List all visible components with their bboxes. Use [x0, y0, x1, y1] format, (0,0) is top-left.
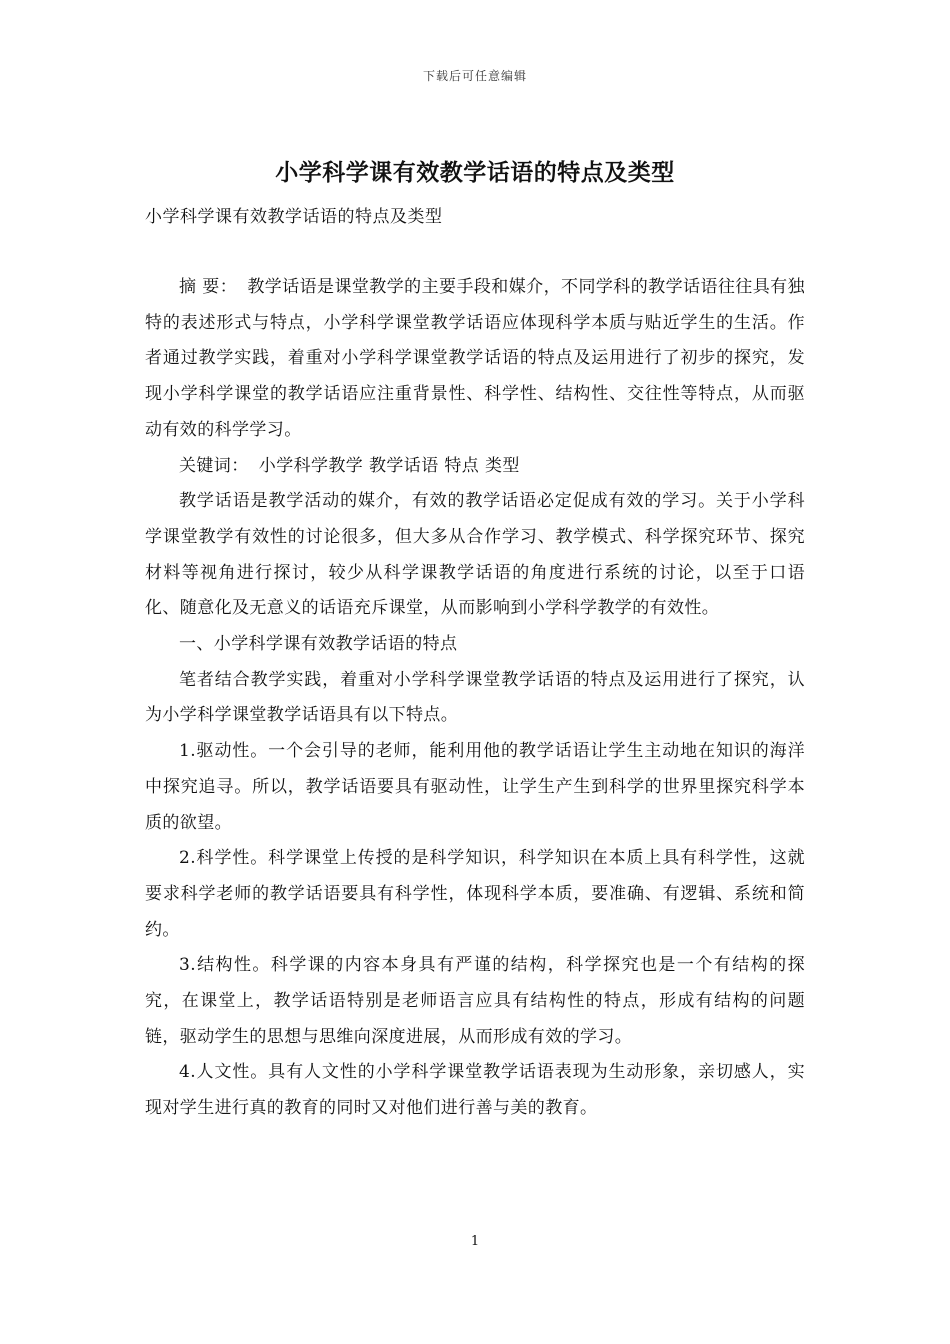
abstract-label: 摘 要：	[179, 277, 238, 297]
document-title: 小学科学课有效教学话语的特点及类型	[275, 159, 675, 186]
feature-item-2: 2.科学性。科学课堂上传授的是科学知识，科学知识在本质上具有科学性，这就要求科学老师的教学话语要具有科学性，体现科学本质，要准确、有逻辑、系统和简约。	[145, 848, 805, 940]
document-body	[145, 270, 805, 1127]
feature-item-3: 3.结构性。科学课的内容本身具有严谨的结构，科学探究也是一个有结构的探究，在课堂上，教学话语特别是老师语言应具有结构性的特点，形成有结构的问题链，驱动学生的思想与思维向深度进展，从而形成有效的学习。	[145, 955, 805, 1047]
page-number: 1	[470, 1234, 480, 1249]
abstract-text: 教学话语是课堂教学的主要手段和媒介，不同学科的教学话语往往具有独特的表述形式与特点，小学科学课堂教学话语应体现科学本质与贴近学生的生活。作者通过教学实践，着重对小学科学课堂教学话语的特点及运用进行了初步的探究，发现小学科学课堂的教学话语应注重背景性、科学性、结构性、交往性等特点，从而驱动有效的科学学习。	[145, 277, 805, 440]
section-intro-paragraph: 笔者结合教学实践，着重对小学科学课堂教学话语的特点及运用进行了探究，认为小学科学课堂教学话语具有以下特点。	[145, 669, 805, 726]
intro-paragraph: 教学话语是教学活动的媒介，有效的教学话语必定促成有效的学习。关于小学科学课堂教学有效性的讨论很多，但大多从合作学习、教学模式、科学探究环节、探究材料等视角进行探讨，较少从科学课教学话语的角度进行系统的讨论，以至于口语化、随意化及无意义的话语充斥课堂，从而影响到小学科学教学的有效性。	[145, 491, 805, 619]
abstract-paragraph	[145, 270, 805, 449]
feature-item-1: 1.驱动性。一个会引导的老师，能利用他的教学话语让学生主动地在知识的海洋中探究追寻。所以，教学话语要具有驱动性，让学生产生到科学的世界里探究科学本质的欲望。	[145, 741, 805, 833]
feature-item-4: 4.人文性。具有人文性的小学科学课堂教学话语表现为生动形象，亲切感人，实现对学生进行真的教育的同时又对他们进行善与美的教育。	[145, 1062, 805, 1119]
document-subtitle: 小学科学课有效教学话语的特点及类型	[145, 207, 443, 227]
keywords-paragraph	[145, 449, 805, 485]
keywords-label: 关键词：	[179, 455, 249, 476]
keywords-text: 小学科学教学 教学话语 特点 类型	[258, 455, 520, 476]
page-header-note: 下载后可任意编辑	[422, 69, 527, 83]
section-heading-1: 一、小学科学课有效教学话语的特点	[179, 634, 458, 655]
